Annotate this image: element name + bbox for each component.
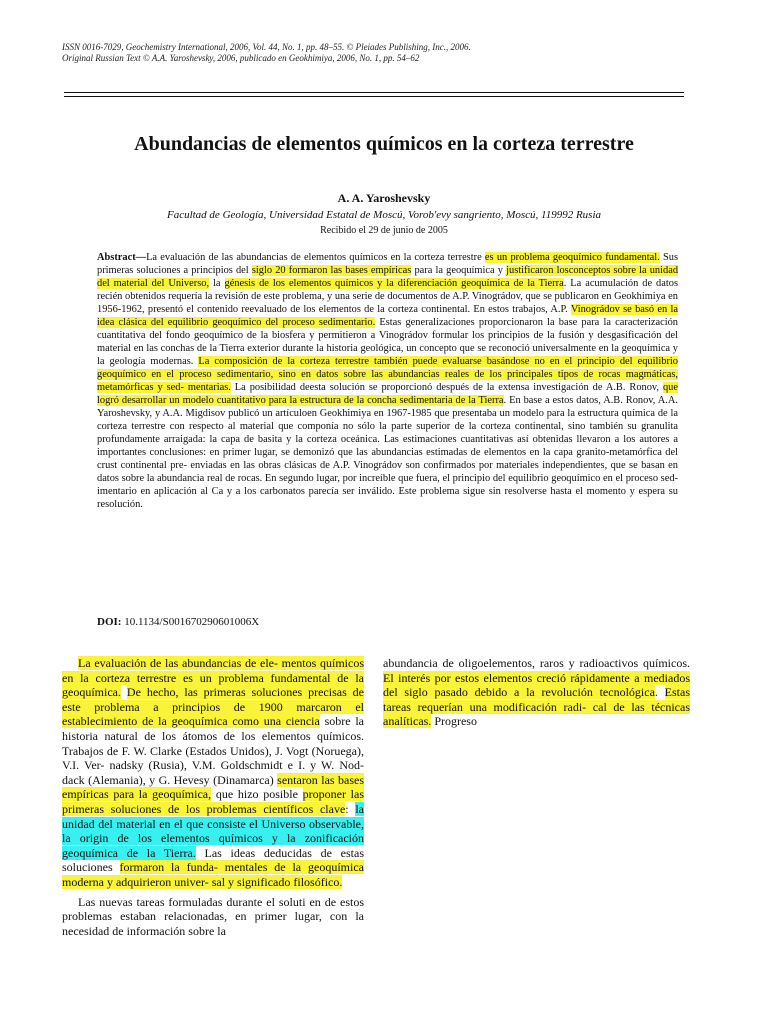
doi xyxy=(97,616,259,628)
highlighted-text: sentaron las bases empíricas para la geoquímica, xyxy=(62,772,364,802)
abstract-label: Abstract— xyxy=(97,252,147,263)
doi-value[interactable]: 10.1134/S001670290601006X xyxy=(121,616,260,628)
highlighted-text: Estas tareas requerían una modificación radi- cal de las técnicas analíticas. xyxy=(383,685,691,729)
author-affiliation: Facultad de Geología, Universidad Estatal de Moscú, Vorob'evy sangriento, Moscú, 119992 Rusia xyxy=(166,209,602,221)
text-run: La evaluación de las abundancias de elementos químicos en la corteza terrestre xyxy=(146,252,485,263)
text-run: Sus primeras soluciones a principios del xyxy=(97,252,679,276)
text-run: . En base a estos datos, A.B. Ronov, A.A. Yaroshevsky, y A.A. Migdisov publicó un artículoen Geokhimiya en 1967-1985 que presentaba un modelo para la estructura química de la corteza terrestre con respecto al material que componía no sólo la parte superior de la corteza continental, sino también su granulita profundamente arraigada: la capa de basita y la corteza oceánica. Las estimaciones cuantitativas así obtenidas llevaron a los autores a importantes conclusiones: en primer lugar, se demonizó que las abundancias estimadas de elementos en la capa granito-metamórfica del crust continental pre- enviadas en las obras clásicas de A.P. Vinográdov son confirmados por materiales independientes, que se basan en datos sobre la abundancia real de rocas. En segundo lugar, por increíble que fuera, el principio del equilibrio geoquímico en el proceso sed- imentario en aplicación al Ca y a los carbonatos parecía ser inválido. Este problema sigue sin resolverse hasta el momento y espera su resolución. xyxy=(97,395,678,510)
highlighted-text: es un problema geoquímico fundamental. xyxy=(484,252,660,263)
text-run: La posibilidad deesta solución se proporcionó después de la extensa investigación de A.B. Ronov, xyxy=(230,382,663,393)
highlighted-text: El interés por estos elementos creció rápidamente a mediados del siglo pasado debido a la revolución tecnológica xyxy=(383,670,690,700)
highlighted-text: La composición de la corteza terrestre también puede evaluarse basándose no en el principio del equilibrio geoquímico en el proceso sedimentario, sino en datos sobre las abundancias reales de los principales tipos de rocas magmáticas, metamórficas y sed- mentarias. xyxy=(97,356,678,393)
highlighted-text: La evaluación de las abundancias de ele- mentos químicos en la corteza terrestre es un problema fundamental de la geoquímica. xyxy=(62,656,364,700)
text-run: Progreso xyxy=(431,714,477,729)
highlighted-text: proponer las primeras soluciones de los problemas científicos clave xyxy=(62,787,364,816)
body-paragraph xyxy=(62,895,364,939)
received-date: Recibido el 29 de junio de 2005 xyxy=(320,225,448,236)
doi-label: DOI: xyxy=(97,616,122,628)
original-text-note: Original Russian Text © A.A. Yaroshevsky, 2006, publicado en Geokhimiya, 2006, No. 1, pp. 54–62 xyxy=(62,53,420,63)
body-column-left xyxy=(62,656,364,938)
highlighted-text: justificaron losconceptos sobre la unidad del material del Universo, xyxy=(97,265,679,289)
text-run: . La acumulación de datos recién obtenidos requería la revisión de este problema, y una serie de documentos de A.P. Vinográdov, que se publicaron en Geokhimiya en 1956-1962, presentó el contenido reevaluado de los elementos de la corteza continental. En estos trabajos, A.P. xyxy=(97,278,678,315)
journal-citation: ISSN 0016-7029, Geochemistry International, 2006, Vol. 44, No. 1, pp. 48–55. © Pleiades Publishing, Inc., 2006. xyxy=(62,42,471,52)
text-run: Las ideas deducidas de estas soluciones xyxy=(62,845,364,875)
body-paragraph xyxy=(383,656,690,729)
highlighted-text: génesis de los elementos químicos y la diferenciación geoquímica de la Tierra xyxy=(224,278,564,289)
highlighted-text: Vinográdov se basó en la idea clásica del equilibrio geoquímico del proceso sedimentario. xyxy=(97,304,678,328)
text-run: Estas generalizaciones proporcionaron la base para la caracterización cuantitativa del fondo geoquímico de la biosfera y permitieron a Vinográdov formular los principios de la fusión y desgasificación del material en las conchas de la Tierra exterior durante la historia geológica, un concepto que se reconoció universalmente en la geoquímica y la geología modernas. xyxy=(97,317,678,367)
highlighted-text-cyan: la unidad del material en el que consiste el Universo observable, la origin de los elementos químicos y la zonificación geoquímica de la Tierra. xyxy=(62,801,364,860)
header-rule-thin xyxy=(64,96,684,97)
text-run: sobre la historia natural de los átomos de los elementos químicos. Trabajos de F. W. Clarke (Estados Unidos), J. Vogt (Noruega), V.I. Ver- nadsky (Rusia), V.M. Goldschmidt e I. y W. Nod- dack (Alemania), y G. Hevesy (Dinamarca) xyxy=(62,714,364,787)
text-run: que hizo posible xyxy=(211,787,303,802)
abstract xyxy=(97,251,678,511)
body-paragraph xyxy=(62,656,364,890)
header-rule xyxy=(64,92,684,93)
text-run: . xyxy=(654,685,665,700)
text-run: la xyxy=(209,278,225,289)
body-column-right xyxy=(383,656,690,729)
abstract-body xyxy=(97,252,678,510)
text-run: Las nuevas tareas formuladas durante el soluti en de estos problemas estaban relacionadas, en primer lugar, con la necesidad de información sobre la xyxy=(62,894,364,938)
highlighted-text: que logró desarrollar un modelo cuantitativo para la estructura de la concha sedimentaria de la Tierra xyxy=(97,382,678,406)
text-run: abundancia de oligoelementos, raros y radioactivos químicos. xyxy=(383,656,690,670)
text-run: : xyxy=(345,801,356,816)
article-title: Abundancias de elementos químicos en la corteza terrestre xyxy=(134,133,634,155)
text-run: para la geoquímica y xyxy=(411,265,507,276)
highlighted-text: siglo 20 formaron las bases empíricas xyxy=(251,265,412,276)
journal-header xyxy=(62,42,702,64)
highlighted-text: formaron la funda- mentales de la geoquímica moderna y adquirieron univer- sal y significado filosófico. xyxy=(62,860,364,889)
article-author: A. A. Yaroshevsky xyxy=(337,191,431,205)
highlighted-text: De hecho, las primeras soluciones precisas de este problema a principios de 1900 marcaron el establecimiento de la geoquímica como una ciencia xyxy=(62,685,365,729)
